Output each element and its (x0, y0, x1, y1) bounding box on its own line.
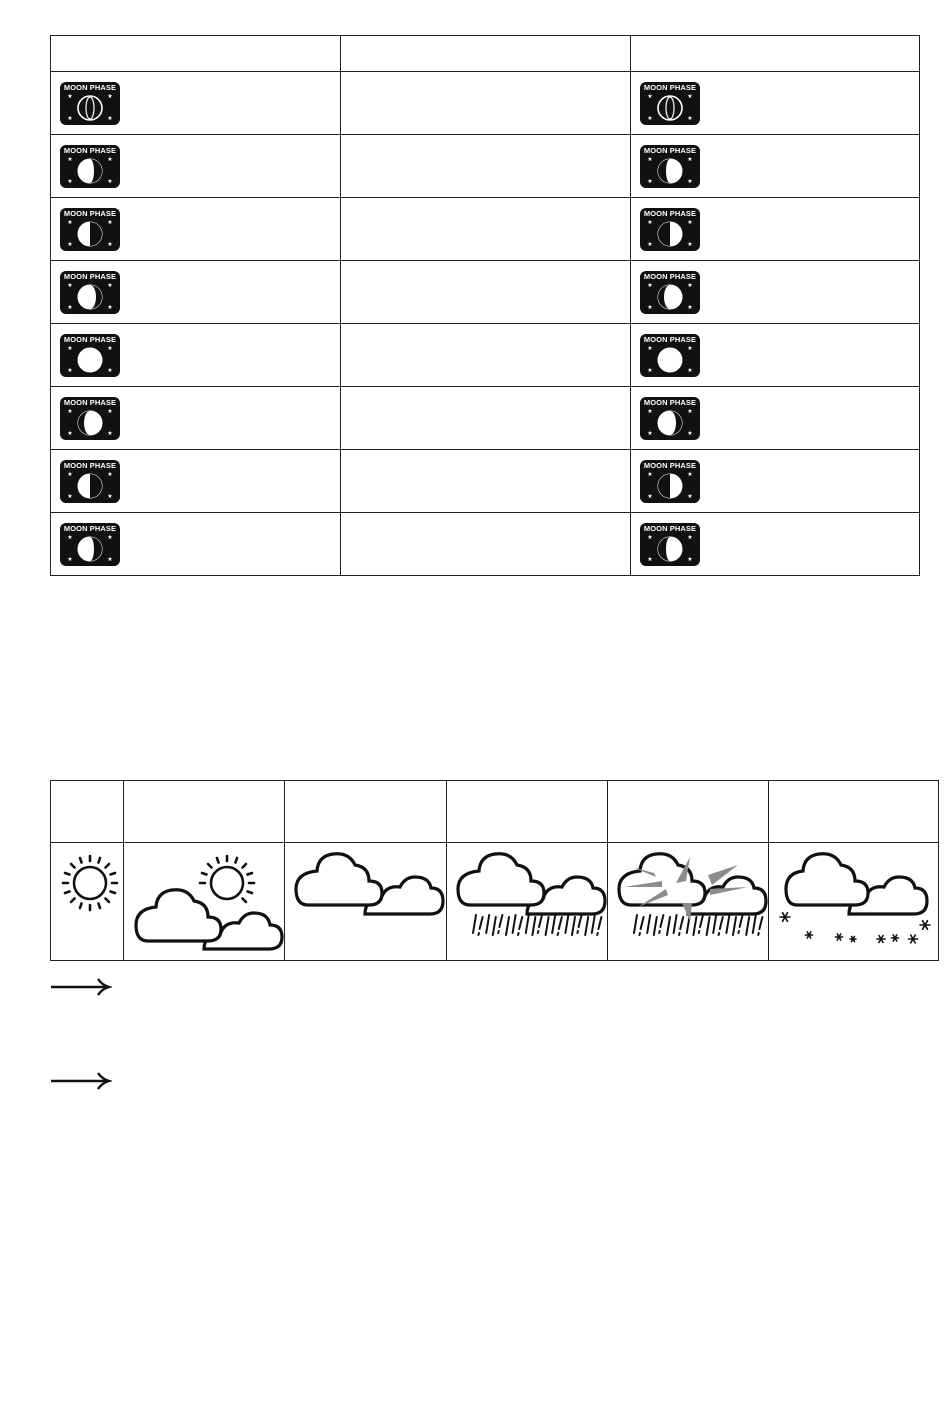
svg-text:★: ★ (107, 177, 113, 185)
weather-table-header-row (51, 781, 939, 843)
svg-text:★: ★ (67, 114, 73, 122)
svg-text:★: ★ (107, 92, 113, 100)
rain-drop (641, 917, 644, 929)
rain-drop (592, 915, 595, 933)
svg-text:★: ★ (67, 533, 73, 541)
rain-drop (486, 915, 489, 933)
rain-icon (447, 843, 607, 960)
moon-phase-label: MOON PHASE (63, 208, 117, 218)
rain-drop (679, 933, 680, 935)
rain-drop (577, 931, 578, 933)
moon-table-row (51, 387, 920, 450)
moon-phase-badge-full-outline (640, 82, 700, 125)
moon-phase-badge-full-moon (60, 334, 120, 377)
rain-drop (478, 933, 479, 935)
rain-drop (598, 917, 601, 929)
moon-phase-badge-first-quarter (60, 208, 120, 251)
svg-text:★: ★ (647, 555, 653, 563)
rain-drop (513, 915, 516, 933)
svg-text:★: ★ (67, 344, 73, 352)
weather-table-header-cell (51, 781, 124, 843)
moon-phase-badge-waning-crescent (60, 145, 120, 188)
moon-table-row (51, 198, 920, 261)
weather-table-header-cell (124, 781, 285, 843)
rain-drop (597, 933, 598, 935)
rain-drop (758, 933, 759, 935)
svg-text:★: ★ (107, 470, 113, 478)
moon-table-cell-middle (341, 261, 631, 324)
rain-drop (519, 917, 522, 929)
rain-drop (659, 931, 660, 933)
svg-text:★: ★ (107, 218, 113, 226)
svg-text:★: ★ (107, 155, 113, 163)
svg-text:★: ★ (687, 533, 693, 541)
moon-table-cell-left (51, 324, 341, 387)
rain-drop (634, 915, 637, 933)
svg-text:★: ★ (647, 470, 653, 478)
moon-table-cell-right (631, 72, 920, 135)
moon-phase-label: MOON PHASE (63, 523, 117, 533)
rain-drop (493, 917, 496, 935)
moon-phase-label: MOON PHASE (63, 271, 117, 281)
svg-text:★: ★ (107, 492, 113, 500)
moon-phase-label: MOON PHASE (63, 145, 117, 155)
svg-text:★: ★ (67, 555, 73, 563)
weather-cell-sunny (51, 843, 124, 961)
svg-text:★: ★ (67, 429, 73, 437)
svg-text:★: ★ (67, 218, 73, 226)
moon-phase-label: MOON PHASE (643, 523, 697, 533)
rain-drop (572, 917, 575, 935)
svg-text:★: ★ (107, 114, 113, 122)
rain-drop (700, 915, 703, 927)
moon-table-cell-right (631, 261, 920, 324)
moon-table-cell-left (51, 513, 341, 576)
weather-table-header-cell (285, 781, 447, 843)
svg-text:★: ★ (67, 303, 73, 311)
moon-phase-badge-waning-gibbous (640, 271, 700, 314)
svg-text:★: ★ (107, 303, 113, 311)
rain-drop (654, 917, 657, 935)
svg-text:★: ★ (107, 407, 113, 415)
svg-text:★: ★ (107, 555, 113, 563)
moon-phase-badge-last-quarter (60, 460, 120, 503)
moon-table-row (51, 72, 920, 135)
rain-drop (667, 917, 670, 935)
svg-text:★: ★ (647, 492, 653, 500)
moon-table-cell-middle (341, 324, 631, 387)
moon-table-row (51, 261, 920, 324)
weather-table-header-cell (608, 781, 769, 843)
rain-drop (647, 915, 650, 933)
svg-text:★: ★ (107, 366, 113, 374)
weather-table-header-cell (769, 781, 939, 843)
moon-table-row (51, 324, 920, 387)
moon-phase-label: MOON PHASE (643, 460, 697, 470)
moon-table-cell-left (51, 198, 341, 261)
svg-text:★: ★ (647, 303, 653, 311)
moon-phase-badge-full-moon (640, 334, 700, 377)
rain-drop (693, 917, 696, 935)
svg-text:★: ★ (687, 470, 693, 478)
svg-text:★: ★ (67, 407, 73, 415)
rain-drop (532, 917, 535, 935)
weather-icons-row (51, 843, 939, 961)
svg-text:★: ★ (687, 555, 693, 563)
svg-text:★: ★ (647, 218, 653, 226)
weather-cell-partly-cloudy (124, 843, 285, 961)
moon-phase-badge-waning-gibbous (60, 397, 120, 440)
moon-phase-badge-first-quarter (640, 460, 700, 503)
rain-drop (740, 915, 743, 927)
moon-table-row (51, 135, 920, 198)
svg-text:★: ★ (687, 407, 693, 415)
svg-text:★: ★ (687, 281, 693, 289)
svg-text:★: ★ (647, 240, 653, 248)
svg-text:★: ★ (647, 344, 653, 352)
svg-text:★: ★ (687, 240, 693, 248)
moon-table-cell-left (51, 387, 341, 450)
moon-table-cell-left (51, 135, 341, 198)
rain-drop (526, 915, 529, 933)
rain-drop (559, 917, 562, 929)
rain-drop (558, 933, 559, 935)
svg-text:★: ★ (687, 303, 693, 311)
svg-text:★: ★ (107, 281, 113, 289)
rain-drop (738, 931, 739, 933)
rain-drop (499, 915, 502, 927)
moon-table-cell-right (631, 450, 920, 513)
moon-table-cell-middle (341, 135, 631, 198)
svg-text:★: ★ (67, 470, 73, 478)
moon-phase-label: MOON PHASE (63, 82, 117, 92)
moon-phase-table (50, 35, 920, 576)
moon-table-cell-left (51, 450, 341, 513)
weather-cell-cloudy (285, 843, 447, 961)
moon-phase-badge-waxing-gibbous (60, 271, 120, 314)
svg-text:★: ★ (67, 92, 73, 100)
svg-text:★: ★ (687, 366, 693, 374)
rain-drop (539, 915, 542, 927)
moon-table-header-cell (341, 36, 631, 72)
moon-phase-label: MOON PHASE (643, 397, 697, 407)
svg-text:★: ★ (687, 429, 693, 437)
svg-text:★: ★ (647, 92, 653, 100)
storm-icon (608, 843, 768, 960)
rain-drop (699, 931, 700, 933)
moon-table-cell-right (631, 387, 920, 450)
svg-text:★: ★ (647, 114, 653, 122)
weather-cell-rain (447, 843, 608, 961)
rain-drop (707, 917, 710, 935)
moon-table-cell-left (51, 261, 341, 324)
moon-phase-label: MOON PHASE (63, 460, 117, 470)
svg-text:★: ★ (687, 492, 693, 500)
moon-phase-badge-waxing-crescent (640, 145, 700, 188)
rain-drop (759, 917, 762, 929)
moon-table-cell-middle (341, 72, 631, 135)
rain-drop (719, 933, 720, 935)
rain-drop (720, 917, 723, 929)
partly-cloudy-icon (124, 843, 284, 960)
moon-table-cell-middle (341, 387, 631, 450)
moon-table-row (51, 450, 920, 513)
moon-table-row (51, 513, 920, 576)
moon-table-cell-right (631, 135, 920, 198)
arrow-right-icon (50, 1071, 112, 1091)
moon-table-header-cell (51, 36, 341, 72)
rain-drop (680, 917, 683, 929)
rain-drop (660, 915, 663, 927)
rain-drop (473, 915, 476, 933)
rain-drop (480, 917, 483, 929)
moon-phase-badge-waxing-crescent (640, 523, 700, 566)
moon-table-cell-right (631, 198, 920, 261)
moon-table-cell-middle (341, 513, 631, 576)
moon-phase-badge-waxing-gibbous (640, 397, 700, 440)
svg-text:★: ★ (107, 344, 113, 352)
moon-table-header-cell (631, 36, 920, 72)
rain-drop (733, 917, 736, 935)
rain-drop (726, 915, 729, 933)
moon-phase-label: MOON PHASE (643, 271, 697, 281)
rain-drop (565, 915, 568, 933)
rain-drop (546, 917, 549, 935)
rain-drop (746, 917, 749, 935)
weather-cell-snow (769, 843, 939, 961)
moon-phase-badge-third-quarter (640, 208, 700, 251)
moon-table-cell-right (631, 324, 920, 387)
svg-text:★: ★ (687, 218, 693, 226)
rain-drop (498, 931, 499, 933)
svg-text:★: ★ (67, 492, 73, 500)
moon-table-cell-left (51, 72, 341, 135)
moon-phase-label: MOON PHASE (643, 208, 697, 218)
moon-phase-label: MOON PHASE (643, 82, 697, 92)
svg-text:★: ★ (67, 366, 73, 374)
rain-drop (552, 915, 555, 933)
svg-text:★: ★ (107, 240, 113, 248)
rain-drop (506, 917, 509, 935)
svg-text:★: ★ (647, 407, 653, 415)
rain-drop (585, 917, 588, 935)
svg-text:★: ★ (687, 92, 693, 100)
svg-text:★: ★ (647, 429, 653, 437)
moon-phase-label: MOON PHASE (643, 334, 697, 344)
weather-forecast-table (50, 780, 939, 961)
rain-drop (518, 933, 519, 935)
svg-text:★: ★ (647, 155, 653, 163)
moon-table-header-row (51, 36, 920, 72)
svg-text:★: ★ (687, 177, 693, 185)
sun-icon (51, 843, 123, 960)
moon-phase-badge-waning-crescent (60, 523, 120, 566)
rain-drop (753, 915, 756, 933)
rain-drop (538, 931, 539, 933)
rain-drop (639, 933, 640, 935)
svg-text:★: ★ (67, 155, 73, 163)
arrow-right-icon (50, 977, 112, 997)
svg-text:★: ★ (67, 281, 73, 289)
moon-table-cell-middle (341, 198, 631, 261)
svg-text:★: ★ (687, 114, 693, 122)
svg-text:★: ★ (687, 155, 693, 163)
moon-table-cell-right (631, 513, 920, 576)
moon-table-cell-middle (341, 450, 631, 513)
svg-text:★: ★ (67, 177, 73, 185)
svg-text:★: ★ (107, 429, 113, 437)
svg-text:★: ★ (107, 533, 113, 541)
svg-text:★: ★ (647, 177, 653, 185)
svg-text:★: ★ (647, 533, 653, 541)
svg-text:★: ★ (687, 344, 693, 352)
rain-drop (579, 915, 582, 927)
cloudy-icon (285, 843, 446, 960)
weather-cell-storm (608, 843, 769, 961)
svg-text:★: ★ (67, 240, 73, 248)
moon-phase-badge-full-outline (60, 82, 120, 125)
moon-phase-label: MOON PHASE (63, 334, 117, 344)
moon-phase-label: MOON PHASE (63, 397, 117, 407)
weather-table-header-cell (447, 781, 608, 843)
snow-icon (769, 843, 939, 960)
rain-drop (713, 915, 716, 933)
svg-text:★: ★ (647, 281, 653, 289)
rain-drop (674, 915, 677, 933)
moon-phase-label: MOON PHASE (643, 145, 697, 155)
svg-text:★: ★ (647, 366, 653, 374)
